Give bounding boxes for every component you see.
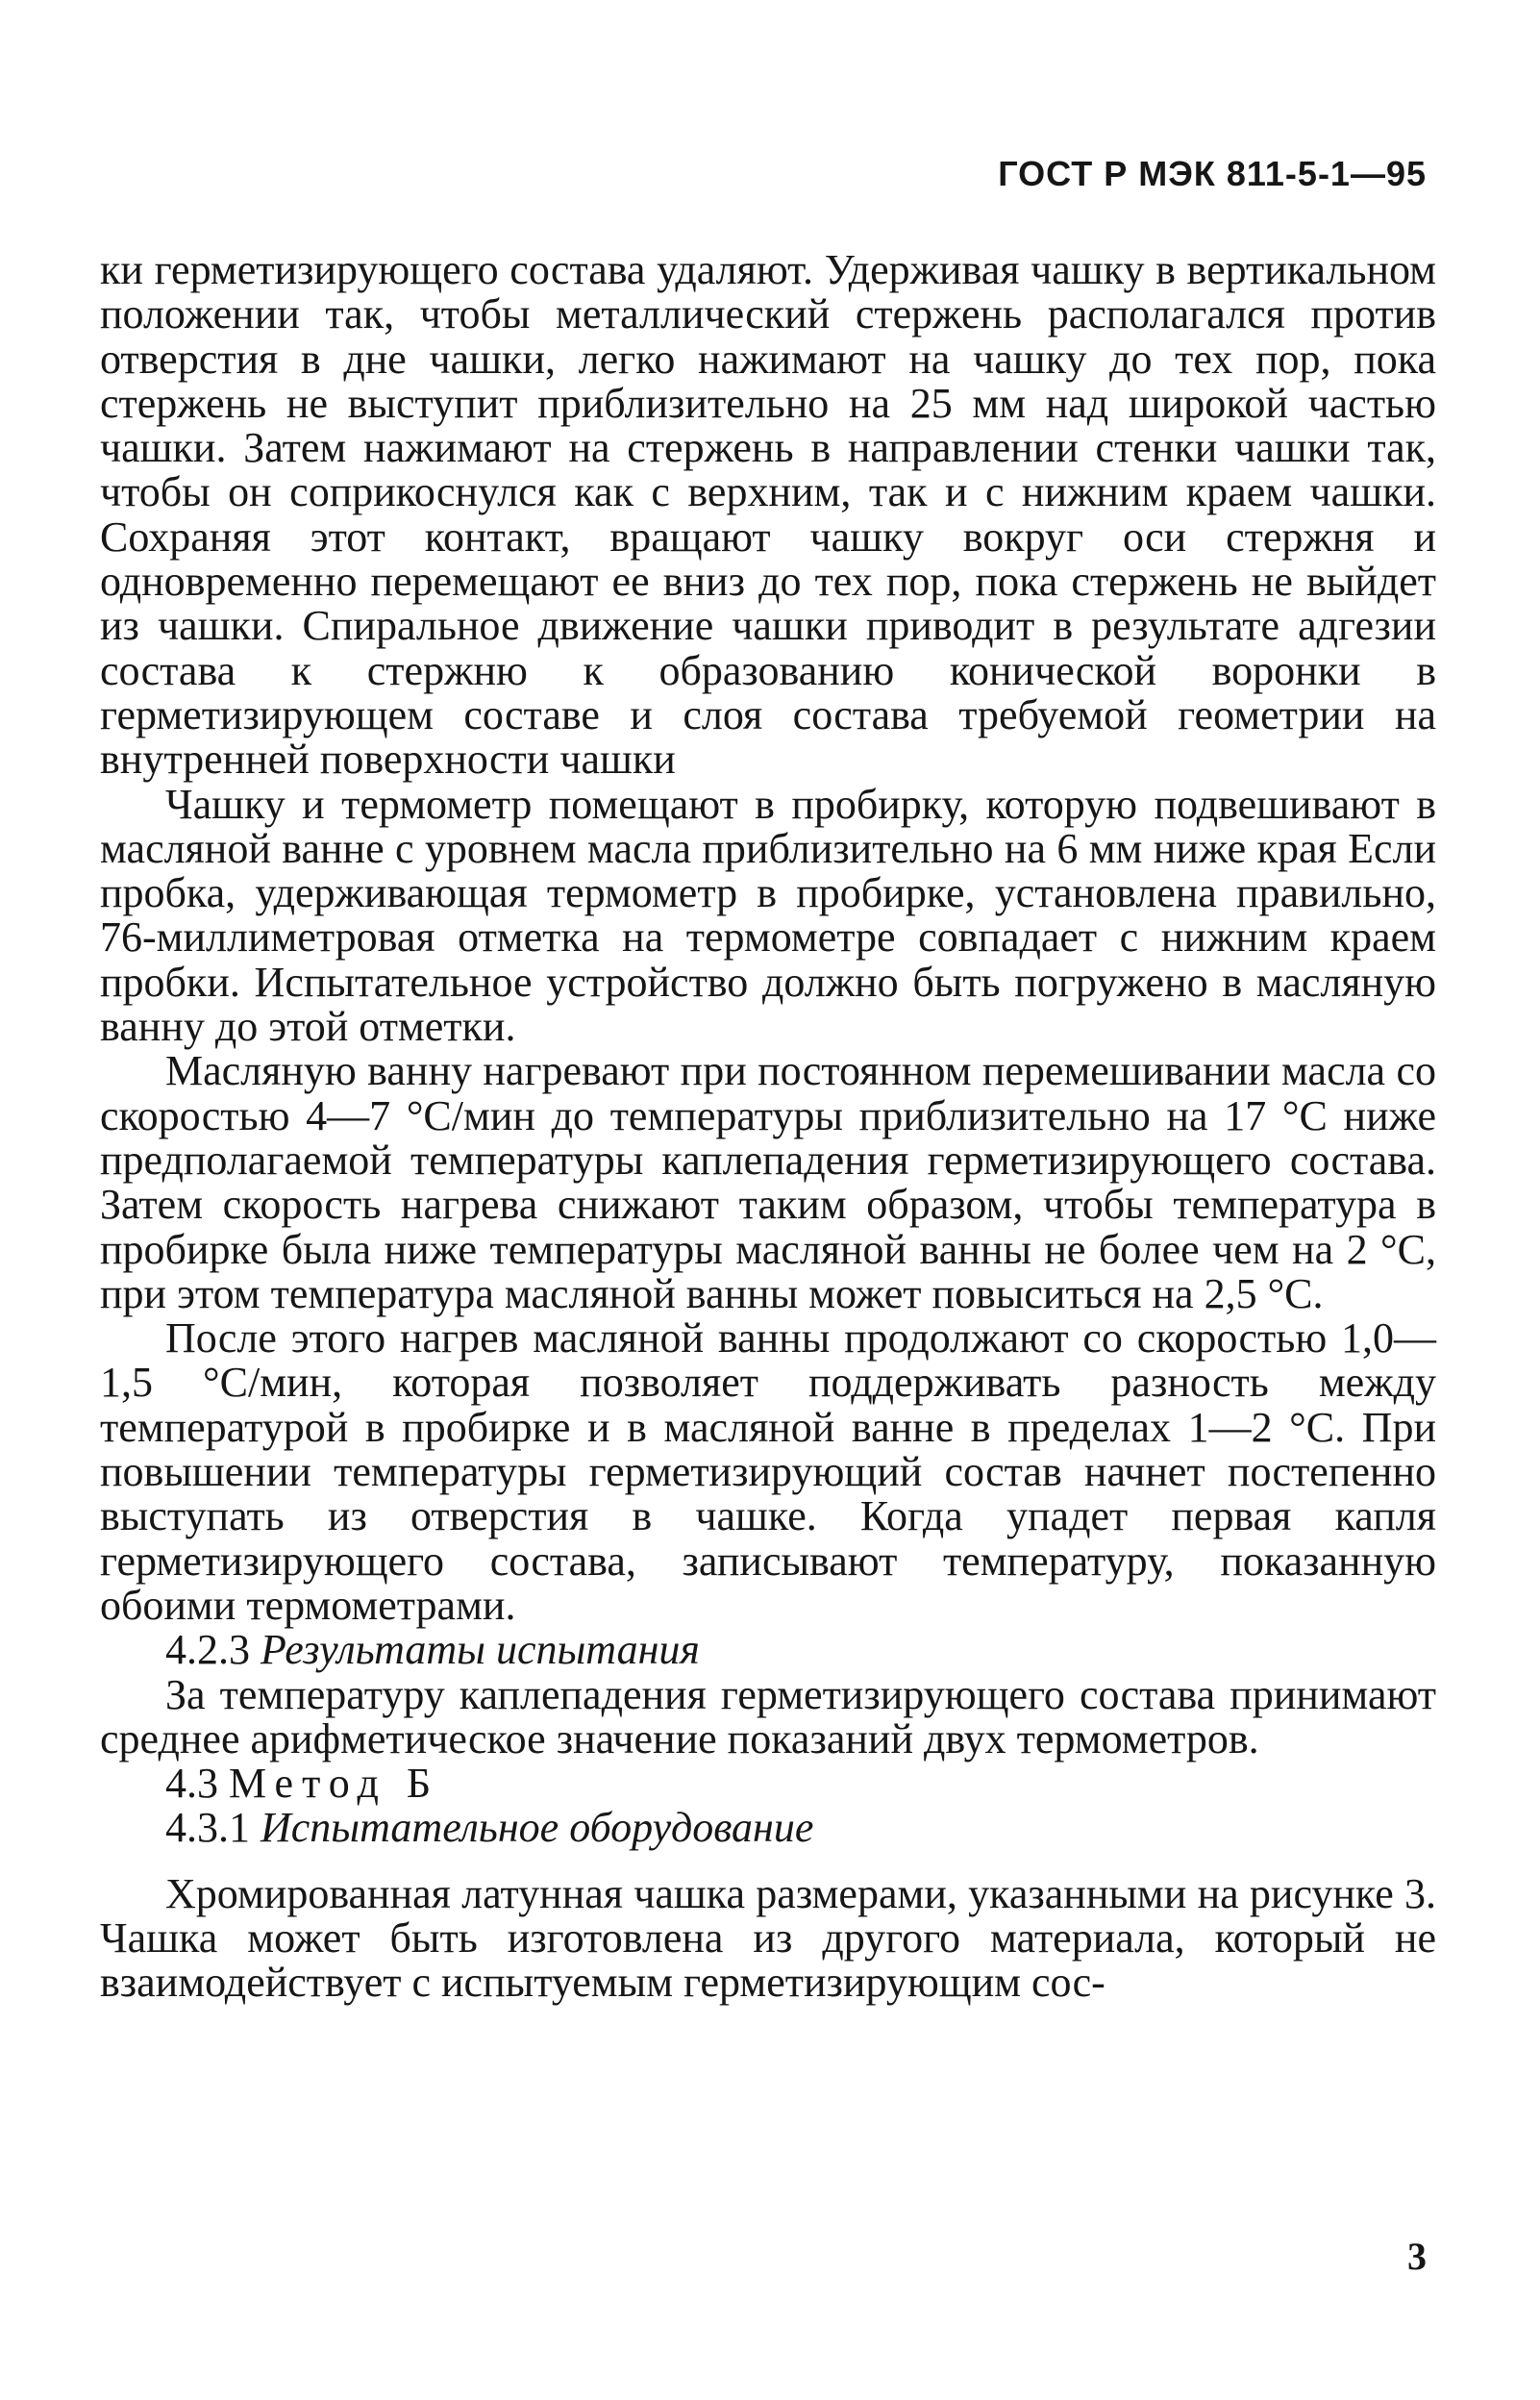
section-title: Метод Б bbox=[229, 1760, 440, 1808]
section-heading-4-3 bbox=[100, 1762, 1436, 1806]
document-body bbox=[100, 248, 1436, 2006]
section-heading-4-2-3 bbox=[100, 1628, 1436, 1672]
paragraph-equipment: Хромированная латунная чашка размерами, указанными на рисунке 3. Чашка может быть изготовлена из другого материала, который не взаимодействует с испытуемым герметизирующим сос- bbox=[100, 1869, 1436, 2007]
paragraph-results: За температуру каплепадения герметизирующего состава принимают среднее арифметическое значение показаний двух термометров. bbox=[100, 1670, 1436, 1762]
page-number: 3 bbox=[1407, 2235, 1427, 2278]
paragraph-heating: Масляную ванну нагревают при постоянном перемешивании масла со скоростью 4—7 °С/мин до температуры приблизительно на 17 °С ниже предполагаемой температуры каплепадения герметизирующего состава. Затем скорость нагрева снижают таким образом, чтобы температура в пробирке была ниже температуры масляной ванны не более чем на 2 °С, при этом температура масляной ванны может повыситься на 2,5 °С. bbox=[100, 1047, 1436, 1317]
section-number: 4.2.3 bbox=[165, 1626, 250, 1674]
section-title: Результаты испытания bbox=[261, 1626, 700, 1674]
paragraph-drop-point: После этого нагрев масляной ванны продолжают со скоростью 1,0—1,5 °С/мин, которая позволяет поддерживать разность между температурой в пробирке и в масляной ванне в пределах 1—2 °С. При повышении температуры герметизирующий состав начнет постепенно выступать из отверстия в чашке. Когда упадет первая капля герметизирующего состава, записывают температуру, показанную обоими термометрами. bbox=[100, 1314, 1436, 1629]
section-number: 4.3 bbox=[165, 1760, 218, 1808]
paragraph-thermometer: Чашку и термометр помещают в пробирку, которую подвешивают в масляной ванне с уровнем масла приблизительно на 6 мм ниже края Если пробка, удерживающая термометр в пробирке, установлена правильно, 76-миллиметровая отметка на термометре совпадает с нижним краем пробки. Испытательное устройство должно быть погружено в масляную ванну до этой отметки. bbox=[100, 780, 1436, 1051]
section-number: 4.3.1 bbox=[165, 1804, 250, 1852]
paragraph-continuation: ки герметизирующего состава удаляют. Удерживая чашку в вертикальном положении так, чтобы металлический стержень располагался против отверстия в дне чашки, легко нажимают на чашку до тех пор, пока стержень не выступит приблизительно на 25 мм над широкой частью чашки. Затем нажимают на стержень в направлении стенки чашки так, чтобы он соприкоснулся как с верхним, так и с нижним краем чашки. Сохраняя этот контакт, вращают чашку вокруг оси стержня и одновременно перемещают ее вниз до тех пор, пока стержень не выйдет из чашки. Спиральное движение чашки приводит в результате адгезии состава к стержню к образованию конической воронки в герметизирующем составе и слоя состава требуемой геометрии на внутренней поверхности чашки bbox=[100, 246, 1436, 784]
section-title: Испытательное оборудование bbox=[261, 1804, 814, 1852]
standard-header: ГОСТ Р МЭК 811-5-1—95 bbox=[998, 154, 1427, 193]
section-heading-4-3-1 bbox=[100, 1806, 1436, 1850]
